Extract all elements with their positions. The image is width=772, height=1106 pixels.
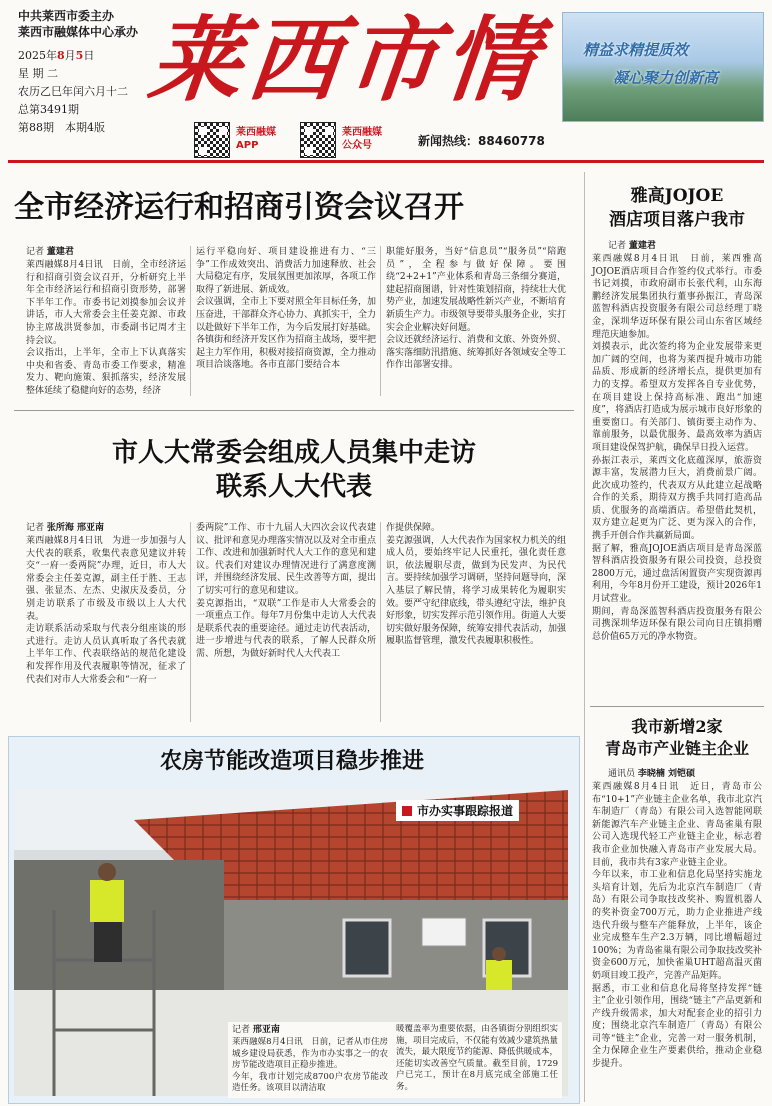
article3-headline-line1: 雅高JOJOE — [630, 186, 724, 206]
article5-byline-name: 邢亚南 — [252, 1025, 280, 1035]
article5-col2: 暖覆盖率为重要依据，由各镇街分别组织实施，项目完成后，不仅能有效减少建筑热量流失，最大限度节约能源、降低供暖成本，还能切实改善空气质量。截至目前，1729户已完工，预计在8月底完成全部施工任务。 — [396, 1024, 558, 1092]
article2-col3: 作提供保障。 姜克源强调，人大代表作为国家权力机关的组成人员，要始终牢记人民重托，强化责任意识，依法履职尽责，做到为民发声、为民代言。要持续加强学习调研，坚持问题导向，深入基层了解民情，将学习成果转化为履职实效。要严守纪律底线，带头遵纪守法，维护良好形象，切实发挥示范引领作用。街道人大要切实做好服务保障，统筹安排代表活动，加强履职监督管理，激发代表履职积极性。 — [386, 523, 567, 647]
right-column-divider — [584, 172, 585, 1102]
article2-headline — [14, 436, 574, 504]
article2-headline-line2: 联系人大代表 — [215, 472, 372, 502]
article3-headline-line2: 酒店项目落户我市 — [609, 210, 745, 230]
section-divider — [590, 706, 764, 707]
banner-image — [562, 12, 764, 122]
article5-byline-label: 记者 — [232, 1025, 251, 1035]
date-month: 8 — [57, 49, 65, 62]
article5-byline — [232, 1024, 280, 1037]
article4-byline-name: 李晓楠 刘铠硕 — [637, 769, 696, 779]
newspaper-title: 莱西市情 — [144, 6, 548, 114]
org-line-1: 中共莱西市委主办 — [18, 9, 115, 23]
article1-byline-name: 董建君 — [46, 247, 74, 257]
article1-headline: 全市经济运行和招商引资会议召开 — [14, 190, 464, 225]
series-ribbon — [396, 800, 519, 821]
article4-headline-line1: 我市新增2家 — [631, 717, 723, 736]
hotline — [418, 132, 545, 149]
article4-body: 莱西融媒8月4日讯 近日，青岛市公布“10+1”产业链主企业名单，我市北京汽车制造厂（青岛）有限公司入选智能网联新能源汽车产业链主企业、青岛雀巢有限公司入选现代轻工产业链主企业，标志着我市企业加快融入青岛市产业发展大局。目前，我市共有3家产业链主企业。 今年以来，市工业和信息化局坚持实施龙头培育计划，先后为北京汽车制造厂（青岛）有限公司争取技改奖补、购置机器人的奖补资金700万元，助力企业推进产线迭代升级与整车产能释放，上半年，该企业完成整车生产2.3万辆，同比增幅超过100%；为青岛雀巢有限公司争取技改奖补资金600万元，加快雀巢UHT超高温灭菌奶项目竣工投产，完善产品矩阵。 据悉，市工业和信息化局将坚持发挥“链主”企业引领作用，围绕“链主”产品更新和产线升级需求，加大对配套企业的招引力度；围绕北京汽车制造厂（青岛）有限公司等“链主”企业，完善一对一服务机制，全力保障企业生产要素供给，推动企业稳步提升。 — [592, 782, 762, 1070]
wechat-qr-label — [342, 126, 382, 152]
article2-byline-label: 记者 — [26, 523, 45, 533]
app-qr-label-line2: APP — [236, 140, 259, 151]
ribbon-label: 市办实事跟踪报道 — [417, 804, 514, 818]
app-qr-code[interactable] — [194, 122, 230, 158]
article5-col1: 莱西融媒8月4日讯 日前，记者从市住房城乡建设局获悉，作为市办实事之一的农房节能改造项目正稳步推进。 今年，我市计划完成8700户农房节能改造任务。该项目以清洁取 — [232, 1037, 388, 1093]
banner-line-1: 精益求精提质效 — [583, 41, 689, 59]
banner-line-2: 凝心聚力创新高 — [613, 69, 719, 87]
article3-body: 莱西融媒8月4日讯 日前，莱西雅高JOJOE酒店项目合作签约仪式举行。市委书记刘摸，市政府副市长张代利，山东海鹏经济发展集团执行董事孙振江，青岛深蓝智科酒店投资服务有限公司总经理丁晓金，深圳华迈环保有限公司山东省区域经理范庆迪参加。 刘摸表示，此次签约将为企业发展带来更加广阔的空间，也将为莱西提升城市功能品质、形成新的经济增长点，提供更加有力的支撑。希望双方发挥各自专业优势，在项目建设上保持高标准、跑出“加速度”，将酒店打造成为展示城市良好形象的重要窗口。有关部门、镇街要主动作为、靠前服务，以最优服务、最高效率为酒店项目建设保驾护航，确保早日投入运营。 孙振江表示，莱西文化底蕴深厚，旅游资源丰富，发展潜力巨大，消费前景广阔。此次成功签约，代表双方从此建立起战略合作的关系，期待双方携手共同打造高品质、优服务的高端酒店。希望借此契机，双方建立起更为广泛、更为深入的合作，携手开创合作共赢新局面。 据了解，雅高JOJOE酒店项目是青岛深蓝智科酒店投资服务有限公司投资，总投资2800万元，通过盘活闲置资产实现资源再利用，今年8月份开工建设，预计2026年1月试营业。 期间，青岛深蓝智科酒店投资服务有限公司携深圳华迈环保有限公司向日庄镇捐赠总价值65万元的净水物资。 — [592, 254, 762, 642]
article2-col2: 委两院”工作、市十九届人大四次会议代表建议、批评和意见办理落实情况以及对全市重点工作、改进和加强新时代人大工作的意见和建议。代表们对建议办理情况进行了满意度测评，并围绕经济发展、民生改善等方面，提出了切实可行的意见和建议。 姜克源指出，“双联”工作是市人大常委会的一项重点工作。每年7月份集中走访人大代表是联系代表的重要途径。通过走访代表活动，进一步增进与代表的联系，了解人民群众所需、所想，为做好新时代人大代表工 — [196, 523, 377, 659]
article2-byline-name: 张所海 邢亚南 — [46, 523, 105, 533]
column-divider — [190, 522, 191, 722]
article1-col1: 莱西融媒8月4日讯 日前，全市经济运行和招商引资会议召开，分析研究上半年全市经济运行和招商引资形势，部署下半年工作。市委书记刘摸参加会议并讲话，市人大常委会主任姜克源、市政协主席战洪贤参加，市委副书记周才主持会议。 会议指出，上半年，全市上下认真落实中央和省委、青岛市委工作要求，精准发力、靶向施策、狠抓落实，经济发展整体延续了稳健向好的态势，经济 — [26, 260, 186, 396]
article3-byline-name: 董建君 — [628, 241, 656, 251]
article3-byline — [608, 240, 656, 253]
column-divider — [190, 246, 191, 396]
article4-byline — [608, 768, 695, 781]
org-line-2: 莱西市融媒体中心承办 — [18, 25, 139, 39]
issue-total: 总第3491期 — [18, 103, 79, 116]
article2-byline — [26, 522, 104, 535]
lunar-date: 农历乙巳年闰六月十二 — [18, 85, 128, 98]
article2-col1: 莱西融媒8月4日讯 为进一步加强与人大代表的联系，收集代表意见建议并转交“一府一委两院”办理，近日，市人大常委会主任姜克源，副主任于胜、王志强、张显杰、左杰、史淑庆及委员，分别走访联系了市级及市级以上人大代表。 走访联系活动采取与代表分组座谈的形式进行。走访人员认真听取了各代表就上半年工作、代表联络站的规范化建设和发挥作用及代表履职等情况，征求了代表们对市人大常委会和“一府一 — [26, 536, 186, 685]
date-day-unit: 日 — [83, 49, 95, 62]
article3-byline-label: 记者 — [608, 241, 627, 251]
column-divider — [380, 246, 381, 396]
masthead-rule — [8, 160, 764, 163]
article2-headline-line1: 市人大常委会组成人员集中走访 — [111, 438, 476, 468]
hotline-number: 88460778 — [478, 134, 545, 148]
date-day: 5 — [75, 49, 84, 62]
article5-headline: 农房节能改造项目稳步推进 — [159, 748, 424, 774]
date-year: 2025年 — [18, 49, 57, 62]
app-qr-label — [236, 126, 276, 152]
weekday: 星 期 二 — [18, 67, 58, 80]
wechat-qr-label-line2: 公众号 — [342, 140, 372, 151]
article1-col3: 职能好服务，当好“信息员”“服务员”“陪跑员”，全程参与做好保障。要围绕“2+2+1”产业体系和青岛三条细分赛道，建起招商图谱，针对性策划招商，持续壮大优势产业，加速发展战略性新兴产业，不断培育新质生产力。市级领导要带头服务企业，实打实会企业解决好问题。 会议还就经济运行、消费和文旅、外资外贸、落实落细防汛措施、统筹抓好各领域安全等工作作出部署安排。 — [386, 247, 567, 371]
issue-number: 第88期 本期4版 — [18, 121, 105, 134]
wechat-qr-code[interactable] — [300, 122, 336, 158]
article1-byline — [26, 246, 74, 259]
section-divider — [14, 410, 574, 411]
article4-byline-label: 通讯员 — [608, 769, 636, 779]
masthead-info — [18, 8, 158, 135]
article1-byline-label: 记者 — [26, 247, 45, 257]
article4-headline-line2: 青岛市产业链主企业 — [604, 739, 749, 758]
article4-headline — [590, 716, 764, 760]
issue-date — [18, 48, 158, 63]
ribbon-square-icon — [402, 806, 412, 816]
article3-headline — [590, 184, 764, 232]
article1-col2: 运行平稳向好、项目建设推进有力、“三争”工作成效突出、消费活力加速释放、社会大局稳定有序，发展氛围更加浓厚，各项工作取得了新进展、新成效。 会议强调，全市上下要对照全年目标任务，加压奋进，干部群众齐心协力、真抓实干，全力以赴做好下半年工作，为今后发展打好基础。各镇街和经济开发区作为招商主战场，要牢把起主力军作用，积极对接招商资源，全力推动项目洽谈落地。各市直部门要结合本 — [196, 247, 377, 371]
column-divider — [380, 522, 381, 722]
app-qr-label-line1: 莱西融媒 — [236, 127, 276, 138]
wechat-qr-label-line1: 莱西融媒 — [342, 127, 382, 138]
hotline-label: 新闻热线： — [418, 134, 479, 148]
date-month-unit: 月 — [64, 49, 76, 62]
